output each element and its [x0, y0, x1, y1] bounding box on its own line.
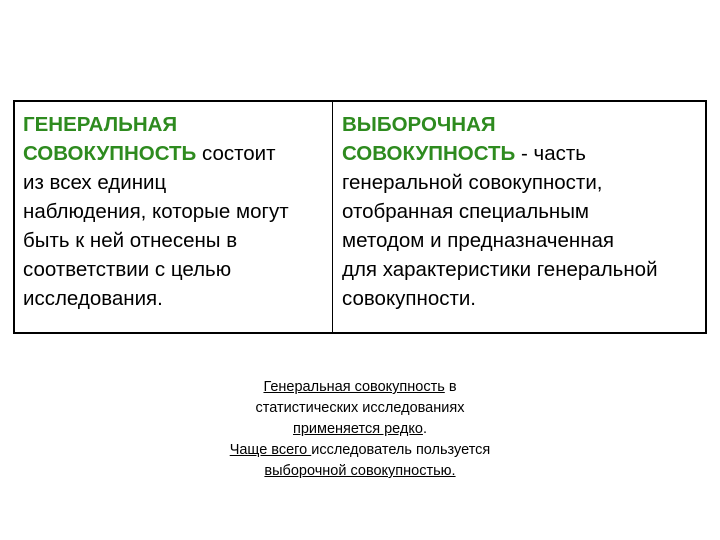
general-definition-line: быть к ней отнесены в: [23, 229, 238, 252]
general-population-term-part2: СОВОКУПНОСТЬ: [23, 142, 197, 165]
sample-population-cell: [333, 102, 705, 332]
general-term-line2: [23, 139, 324, 168]
general-definition-line: соответствии с целью: [23, 258, 232, 281]
note-line1: [160, 377, 560, 398]
note-general-population: Генеральная совокупность: [263, 379, 445, 395]
note-rarely-used: применяется редко: [293, 421, 423, 437]
general-population-term-part1: ГЕНЕРАЛЬНАЯ: [23, 113, 178, 136]
general-definition-line: из всех единиц: [23, 171, 167, 194]
note-sample-population: выборочной совокупностью.: [264, 463, 456, 479]
note-line5: [160, 461, 560, 482]
general-term-line1: [23, 110, 324, 139]
sample-population-term-part2: СОВОКУПНОСТЬ: [342, 142, 516, 165]
note-line4-rest: исследователь пользуется: [311, 442, 491, 458]
note-line2: статистических исследованиях: [255, 400, 465, 416]
sample-definition-line: генеральной совокупности,: [342, 171, 603, 194]
general-definition-start: состоит: [196, 142, 276, 165]
note-line3: [160, 419, 560, 440]
note-line3-rest: .: [422, 421, 427, 437]
sample-definition-line: отобранная специальным: [342, 200, 590, 223]
sample-definition-line: совокупности.: [342, 287, 477, 310]
sample-term-line1: [342, 110, 697, 139]
general-definition-line: наблюдения, которые могут: [23, 200, 289, 223]
sample-term-line2: [342, 139, 697, 168]
sample-population-term-part1: ВЫБОРОЧНАЯ: [342, 113, 496, 136]
note-most-often: Чаще всего: [229, 442, 312, 458]
general-definition-line: исследования.: [23, 287, 163, 310]
usage-note: [160, 377, 560, 482]
sample-definition-line: методом и предназначенная: [342, 229, 615, 252]
general-population-cell: [15, 102, 333, 332]
sample-definition-line: для характеристики генеральной: [342, 258, 658, 281]
note-line1-rest: в: [444, 379, 457, 395]
note-line4: [160, 440, 560, 461]
sample-definition-start: - часть: [515, 142, 586, 165]
definitions-table: [13, 100, 707, 334]
